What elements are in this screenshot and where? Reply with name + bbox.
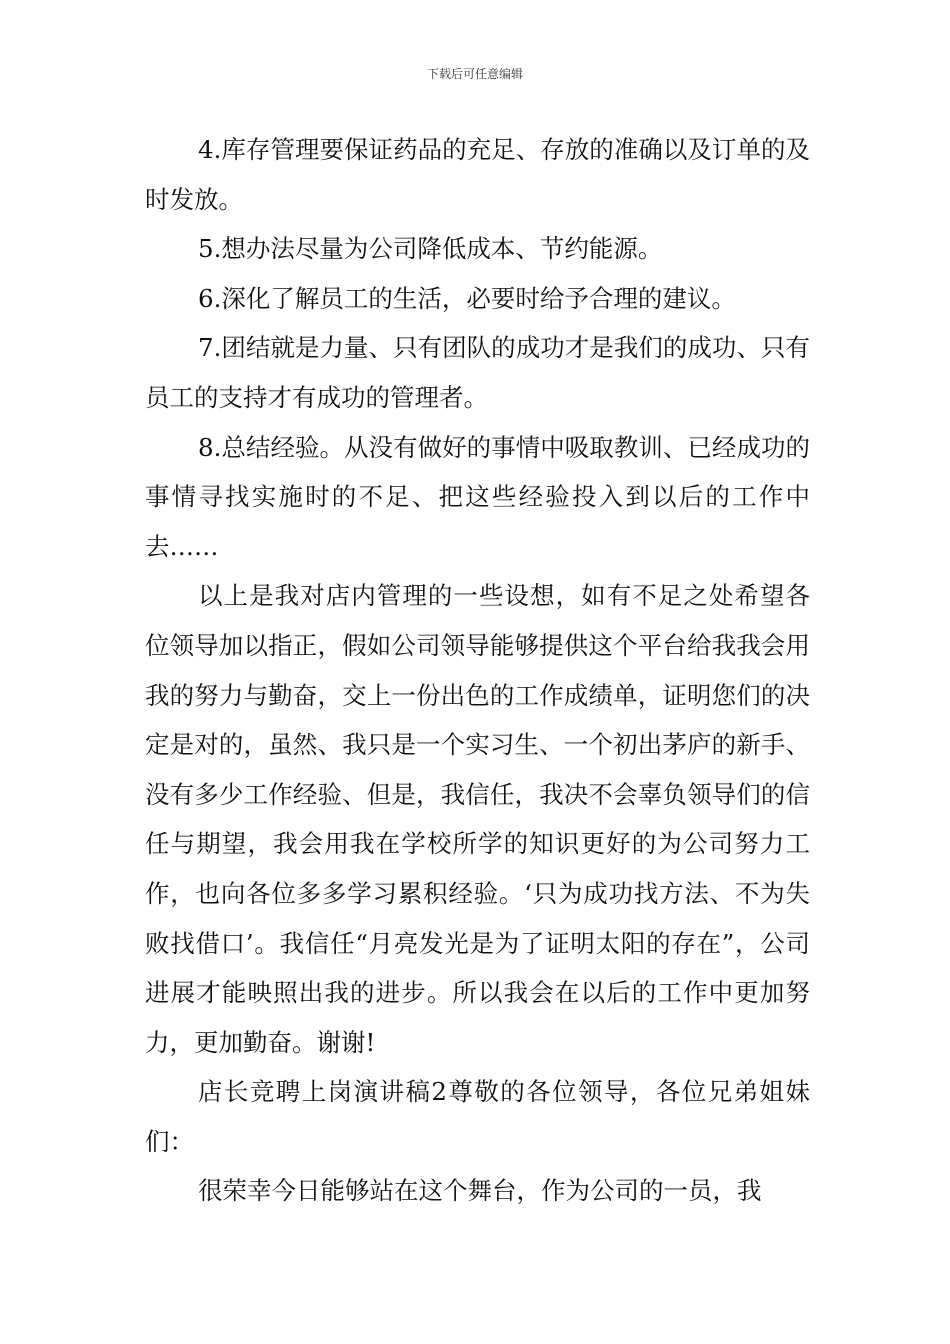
paragraph-item-4: 4.库存管理要保证药品的充足、存放的准确以及订单的及时发放。 [145, 135, 810, 214]
paragraph-speech-opening: 很荣幸今日能够站在这个舞台，作为公司的一员，我 [198, 1176, 762, 1206]
page-header: 下载后可任意编辑 [426, 67, 523, 81]
paragraph-speech-title: 店长竞聘上岗演讲稿2尊敬的各位领导，各位兄弟姐妹们： [145, 1077, 810, 1156]
paragraph-closing: 以上是我对店内管理的一些设想，如有不足之处希望各位领导加以指正，假如公司领导能够提供这个平台给我我会用我的努力与勤奋，交上一份出色的工作成绩单，证明您们的决定是对的，虽然、我只是一个实习生、一个初出茅庐的新手、没有多少工作经验、但是，我信任，我决不会辜负领导们的信任与期望，我会用我在学校所学的知识更好的为公司努力工作，也向各位多多学习累积经验。‘只为成功找方法、不为失败找借口’。我信任“月亮发光是为了证明太阳的存在”，公司进展才能映照出我的进步。所以我会在以后的工作中更加努力，更加勤奋。谢谢! [145, 581, 810, 1057]
paragraph-item-7: 7.团结就是力量、只有团队的成功才是我们的成功、只有员工的支持才有成功的管理者。 [145, 333, 810, 412]
paragraph-item-6: 6.深化了解员工的生活，必要时给予合理的建议。 [198, 283, 736, 313]
document-body [145, 125, 810, 1216]
paragraph-item-8: 8.总结经验。从没有做好的事情中吸取教训、已经成功的事情寻找实施时的不足、把这些经验投入到以后的工作中去…… [145, 432, 810, 561]
paragraph-item-5: 5.想办法尽量为公司降低成本、节约能源。 [198, 234, 663, 264]
